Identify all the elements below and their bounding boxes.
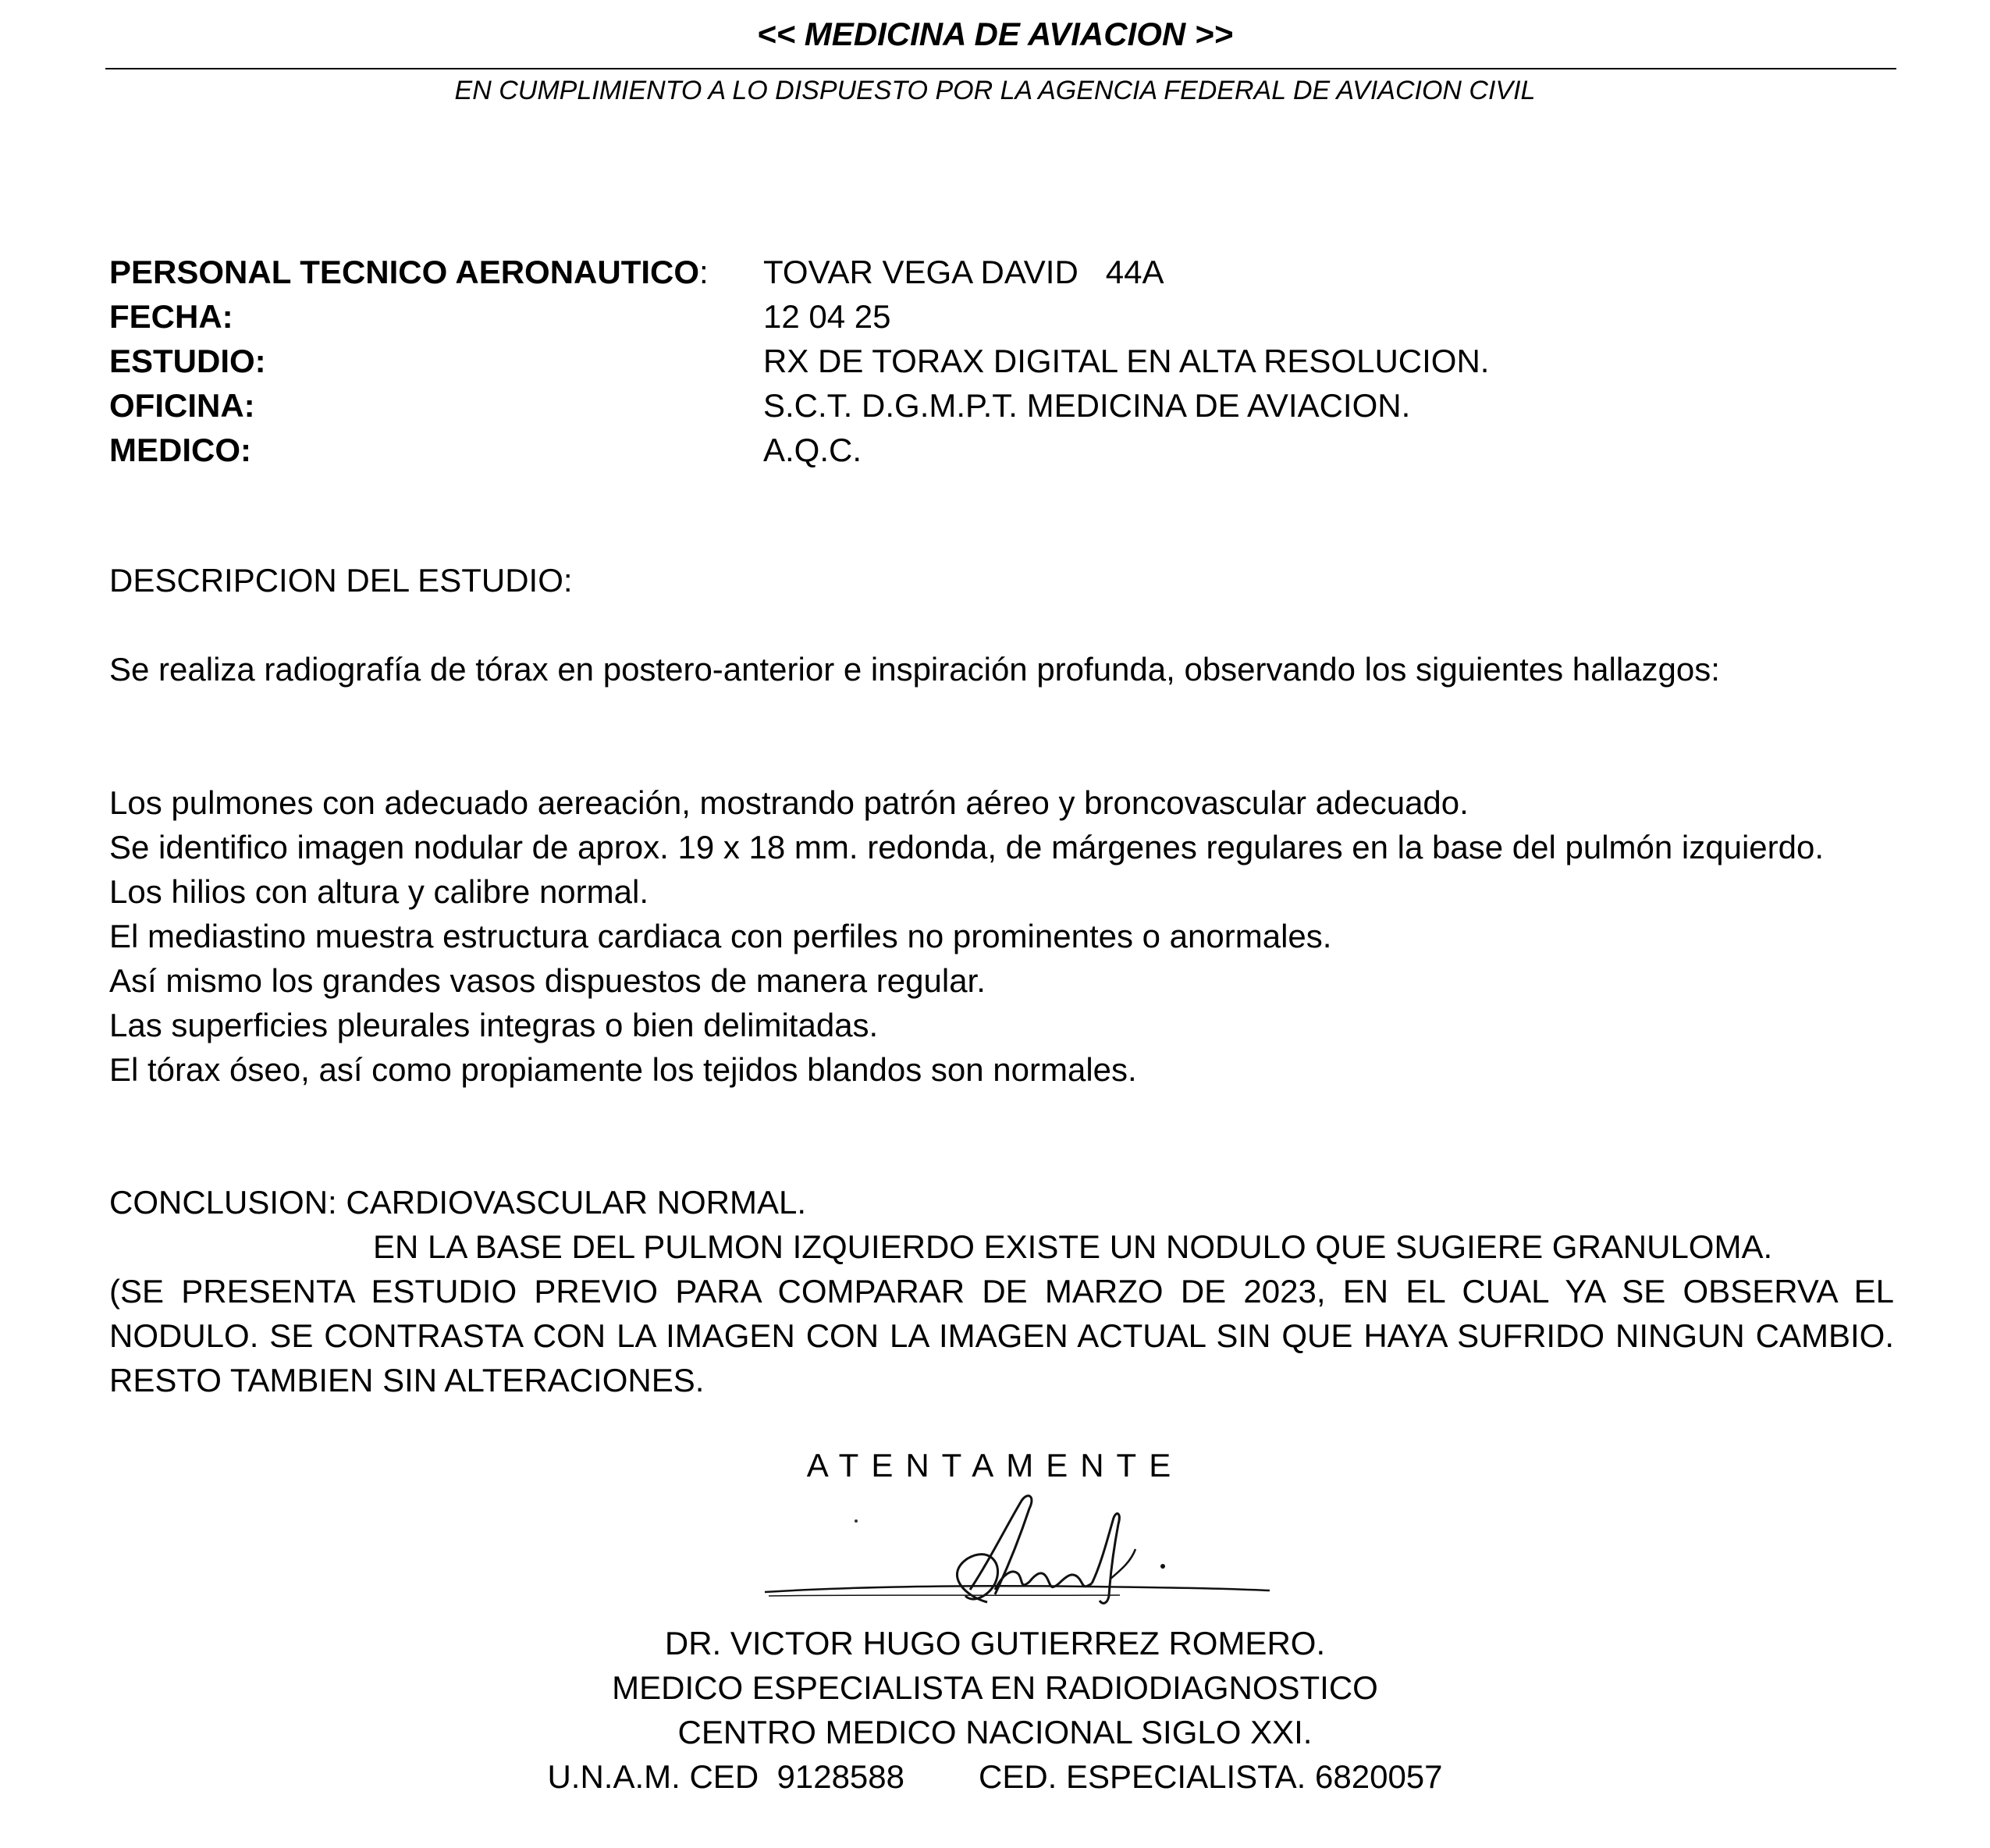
- conclusion: [109, 1180, 1894, 1269]
- field-separator: :: [699, 254, 709, 290]
- description-intro: Se realiza radiografía de tórax en postero-anterior e inspiración profunda, observando los siguientes hallazgos:: [109, 651, 1720, 688]
- field-value-oficina: S.C.T. D.G.M.P.T. MEDICINA DE AVIACION.: [763, 387, 1411, 424]
- conclusion-note: (SE PRESENTA ESTUDIO PREVIO PARA COMPARAR DE MARZO DE 2023, EN EL CUAL YA SE OBSERVA EL NODULO. SE CONTRASTA CON LA IMAGEN CON LA IMAGEN ACTUAL SIN QUE HAYA SUFRIDO NINGUN CAMBIO. RESTO TAMBIEN SIN ALTERACIONES.: [109, 1273, 1894, 1398]
- conclusion-line-2: EN LA BASE DEL PULMON IZQUIERDO EXISTE UN NODULO QUE SUGIERE GRANULOMA.: [373, 1228, 1773, 1265]
- field-label-personal: PERSONAL TECNICO AERONAUTICO: [109, 254, 700, 290]
- field-label-fecha: FECHA:: [109, 298, 233, 335]
- field-estudio: [109, 339, 1489, 383]
- report-title: << MEDICINA DE AVIACION >>: [757, 16, 1233, 52]
- signer-credentials: [0, 1754, 1990, 1799]
- closing-salutation: ATENTAMENTE: [806, 1447, 1184, 1484]
- field-medico: [109, 428, 1489, 472]
- description-heading: DESCRIPCION DEL ESTUDIO:: [109, 562, 573, 599]
- finding-item: Los hilios con altura y calibre normal.: [109, 873, 649, 910]
- ced-unam: U.N.A.M. CED 9128588: [547, 1758, 904, 1795]
- ced-especialista: CED. ESPECIALISTA. 6820057: [979, 1758, 1443, 1795]
- finding-item: Los pulmones con adecuado aereación, mostrando patrón aéreo y broncovascular adecuado.: [109, 784, 1469, 821]
- signer-block: [0, 1621, 1990, 1799]
- conclusion-line-1: CONCLUSION: CARDIOVASCULAR NORMAL.: [109, 1184, 807, 1221]
- header-divider: [105, 68, 1896, 69]
- field-oficina: [109, 383, 1489, 428]
- finding-item: Así mismo los grandes vasos dispuestos de manera regular.: [109, 962, 986, 999]
- field-label-medico: MEDICO:: [109, 432, 251, 468]
- finding-item: Se identifico imagen nodular de aprox. 19 x 18 mm. redonda, de márgenes regulares en la base del pulmón izquierdo.: [109, 829, 1825, 865]
- field-value-medico: A.Q.C.: [763, 432, 862, 468]
- signer-name: DR. VICTOR HUGO GUTIERREZ ROMERO.: [664, 1625, 1326, 1661]
- field-fecha: [109, 294, 1489, 339]
- signer-title: MEDICO ESPECIALISTA EN RADIODIAGNOSTICO: [612, 1669, 1378, 1706]
- field-value-personal: TOVAR VEGA DAVID 44A: [763, 254, 1164, 290]
- finding-item: Las superficies pleurales integras o bien delimitadas.: [109, 1007, 879, 1043]
- findings-list: [109, 780, 1894, 1092]
- field-label-estudio: ESTUDIO:: [109, 343, 266, 379]
- report-subtitle: EN CUMPLIMIENTO A LO DISPUESTO POR LA AGENCIA FEDERAL DE AVIACION CIVIL: [454, 76, 1536, 105]
- field-personal: [109, 250, 1489, 294]
- finding-item: El mediastino muestra estructura cardiaca con perfiles no prominentes o anormales.: [109, 918, 1332, 954]
- signature-image: [761, 1487, 1276, 1635]
- field-value-estudio: RX DE TORAX DIGITAL EN ALTA RESOLUCION.: [763, 343, 1490, 379]
- field-value-fecha: 12 04 25: [763, 298, 891, 335]
- field-label-oficina: OFICINA:: [109, 387, 255, 424]
- signer-institution: CENTRO MEDICO NACIONAL SIGLO XXI.: [677, 1714, 1313, 1750]
- finding-item: El tórax óseo, así como propiamente los tejidos blandos son normales.: [109, 1051, 1137, 1088]
- patient-fields: [109, 250, 1489, 472]
